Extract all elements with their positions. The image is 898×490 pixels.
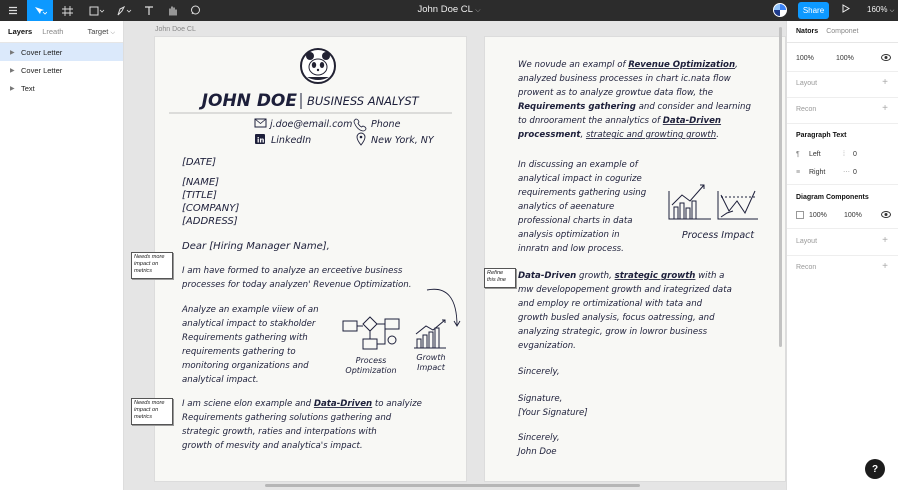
add-recon-icon[interactable]: + (882, 261, 888, 272)
move-tool-icon[interactable] (27, 0, 53, 21)
recon-section-label: Recon (796, 264, 817, 271)
p2-para3-line: growth busled analysis, focus oatressing, and (518, 313, 715, 323)
address-line: [ADDRESS] (182, 216, 238, 227)
p2-underlined-span: Revenue Optimization (628, 60, 736, 70)
comment-note[interactable] (131, 252, 173, 279)
chevron-down-icon: ⌵ (889, 8, 895, 14)
tab-nators[interactable]: Nators (796, 28, 819, 35)
spacing-value[interactable]: 0 (853, 150, 857, 158)
shape-tool-icon[interactable] (86, 0, 108, 21)
layers-panel (0, 21, 124, 490)
data-driven-highlight: Data-Driven (313, 399, 373, 409)
p2-text-span: , (735, 60, 738, 70)
layer-label: Text (21, 83, 35, 93)
paragraph-3-line: Requirements gathering solutions gathering and (182, 413, 392, 423)
paragraph-2-line: Requirements gathering with (182, 333, 308, 343)
closing: Sincerely, (518, 367, 560, 377)
frame-label[interactable]: John Doe CL (155, 26, 196, 33)
chevron-down-icon[interactable]: ⌵ (475, 7, 481, 14)
p2-para3-line (518, 271, 724, 281)
p2-text-span: growth, (576, 271, 615, 281)
cover-letter-page-1[interactable] (155, 37, 466, 481)
p2-underlined-span: strategic growth (614, 271, 696, 281)
help-button[interactable]: ? (865, 459, 885, 479)
paragraph-3-pre: I am sciene elon example and (182, 399, 314, 409)
add-recon-icon[interactable]: + (882, 103, 888, 114)
page-2-drawing (485, 37, 785, 481)
p2-para1-line (517, 130, 719, 140)
align-right-label[interactable]: Right (809, 168, 826, 176)
diagram-opacity-value[interactable]: 100% (809, 211, 827, 219)
share-button[interactable]: Share (798, 2, 829, 19)
signature-placeholder: [Your Signature] (518, 408, 588, 418)
p2-para1-line (518, 102, 751, 112)
file-title[interactable]: John Doe CL (417, 4, 473, 15)
contact-linkedin: LinkedIn (271, 135, 312, 146)
opacity-row (796, 51, 891, 65)
process-impact-chart-icon (669, 185, 758, 219)
layer-item[interactable] (0, 79, 123, 97)
divider (787, 184, 898, 185)
p2-para1-line: prowent as to analyze growtue data flow, the (518, 88, 713, 98)
tab-layers[interactable]: Layers (8, 27, 33, 36)
p2-para2-line: analysis optimization in (518, 230, 620, 240)
left-panel-tabs (0, 21, 123, 43)
chevron-right-icon[interactable]: ▶ (10, 67, 15, 74)
comment-text: Refine this line (487, 270, 506, 283)
paragraph-2-line: monitoring organizations and (182, 361, 309, 371)
layout-section-label: Layout (796, 80, 818, 87)
paragraph-text-heading: Paragraph Text (796, 132, 847, 139)
paragraph-2-line: Analyze an example viiew of an (182, 305, 319, 315)
recon-section-label: Recon (796, 106, 817, 113)
cover-letter-page-2[interactable] (485, 37, 785, 481)
p2-text-span: and consider and learning (635, 102, 751, 112)
diagram-label: Process (355, 356, 387, 365)
top-toolbar (0, 0, 898, 21)
align-left-label[interactable]: Left (809, 150, 821, 158)
p2-text-span: . (716, 130, 719, 140)
phone-icon (354, 119, 366, 131)
zoom-level[interactable] (867, 5, 894, 15)
p2-para2-line: professional charts in data (518, 216, 633, 226)
p2-para2-line: innratn and low process. (518, 244, 624, 254)
p2-text-span: with a (695, 271, 725, 281)
zoom-value: 160% (867, 5, 888, 14)
paragraph-3-line (182, 399, 422, 409)
line-height-value[interactable]: 0 (853, 168, 857, 176)
p2-para3-line: mw developopement growth and irategrized data (518, 285, 732, 295)
p2-text-span: , (580, 130, 586, 140)
comment-note[interactable] (484, 268, 516, 288)
address-line: [TITLE] (182, 190, 217, 201)
diagram-opacity-row (796, 208, 891, 222)
canvas[interactable] (125, 21, 786, 490)
divider (787, 97, 898, 98)
p2-para1-line (518, 60, 738, 70)
diagram-label: Impact (417, 363, 445, 372)
p2-bold-span: Data-Driven (518, 271, 577, 281)
divider (787, 123, 898, 124)
layer-label: Cover Letter (21, 65, 63, 75)
diagram-label: Optimization (345, 366, 397, 375)
p2-para2-line: analytical impact in cogurize (518, 174, 642, 184)
paragraph-3-line: growth of mesvity and analytica's impact. (182, 441, 363, 451)
eye-icon[interactable] (881, 211, 891, 220)
p2-text-span: to dnroorament the annalytics of (518, 116, 663, 126)
applicant-role: BUSINESS ANALYST (307, 94, 419, 108)
chevron-right-icon[interactable]: ▶ (10, 85, 15, 92)
opacity-value[interactable]: 100% (796, 54, 814, 62)
tab-lreath[interactable]: Lreath (42, 27, 64, 36)
p2-para2-line: requirements gathering using (518, 188, 647, 198)
p2-para3-line: analyzing strategic, grow in lowror business (518, 327, 708, 337)
address-line: [COMPANY] (182, 203, 240, 214)
frame-tool-icon[interactable] (58, 0, 80, 21)
contact-location: New York, NY (371, 135, 434, 146)
p2-para2-line: analytics of aeenature (518, 202, 615, 212)
comment-text: Needs more impact on metrics (134, 254, 165, 274)
diagram-label: Growth (416, 353, 446, 362)
letter-date: [DATE] (182, 157, 217, 168)
horizontal-scrollbar[interactable] (265, 484, 640, 487)
salutation: Dear [Hiring Manager Name], (182, 241, 330, 252)
swatch-icon[interactable] (796, 211, 804, 219)
p2-bold-span: Requirements gathering (518, 102, 636, 112)
properties-panel (786, 21, 898, 490)
layer-label: Cover Letter (21, 47, 63, 57)
layer-item[interactable] (0, 61, 123, 79)
paragraph-3-post: to analyize (372, 399, 422, 409)
signature-label: Signature, (518, 394, 563, 404)
paragraph-2-line: analytical impact to stakholder (182, 319, 316, 329)
page-1-drawing (155, 37, 466, 481)
align-left-row (796, 147, 891, 161)
p2-text-span: We novude an exampl of (518, 60, 629, 70)
spacing-icon: ⁞ (843, 150, 845, 158)
p2-underlined-span: strategic and growting growth (585, 130, 717, 140)
p2-para1-line (518, 116, 721, 126)
closing: Sincerely, (518, 433, 560, 443)
signer-name: John Doe (518, 447, 557, 457)
main-menu-icon[interactable] (2, 0, 24, 21)
chevron-right-icon[interactable]: ▶ (10, 49, 15, 56)
comment-tool-icon[interactable] (184, 0, 206, 21)
diagram-components-heading: Diagram Components (796, 194, 869, 201)
text-tool-icon[interactable] (138, 0, 160, 21)
chevron-down-icon: ⌵ (110, 29, 115, 36)
p2-underlined-span: Data-Driven (662, 116, 722, 126)
comment-text: Needs more impact on metrics (134, 400, 165, 420)
target-dropdown[interactable] (87, 27, 115, 37)
layer-item[interactable] (0, 43, 123, 61)
paragraph-1-line: processes for today analyzen' Revenue Optimization. (182, 280, 412, 290)
svg-text:in: in (257, 136, 265, 145)
pen-tool-icon[interactable] (113, 0, 135, 21)
growth-chart-icon (414, 289, 460, 348)
hand-tool-icon[interactable] (161, 0, 183, 21)
avatar[interactable] (773, 3, 787, 17)
paragraph-icon: ¶ (796, 150, 800, 158)
p2-bold-span: processment (518, 130, 581, 140)
p2-para2-line: In discussing an example of (518, 160, 638, 170)
contact-email: j.doe@email.com (270, 119, 353, 130)
align-right-icon: ≡ (796, 168, 801, 176)
fill-value[interactable]: 100% (836, 54, 854, 62)
address-line: [NAME] (182, 177, 220, 188)
divider (787, 228, 898, 229)
p2-para3-line: evganization. (518, 341, 576, 351)
p2-para1-line: analyzed business processes in chart ic.nata flow (518, 74, 731, 84)
location-icon (357, 133, 365, 145)
panda-logo (301, 49, 335, 83)
target-label: Target (87, 26, 109, 36)
add-layout-icon[interactable]: + (882, 235, 888, 246)
paragraph-3-line: strategic growth, raties and interpations with (182, 427, 377, 437)
add-layout-icon[interactable]: + (882, 77, 888, 88)
right-panel-tabs (787, 21, 898, 43)
process-impact-label: Process Impact (681, 230, 755, 241)
process-diagram (343, 317, 399, 349)
paragraph-1-line: I am have formed to analyze an erceetive business (182, 266, 403, 276)
align-right-row (796, 165, 891, 179)
tab-componet[interactable]: Componet (826, 28, 859, 35)
p2-para3-line: and employ re ortimizational with tata and (518, 299, 703, 309)
play-icon[interactable] (842, 4, 850, 15)
line-height-icon: ⋯ (843, 169, 850, 176)
divider (787, 71, 898, 72)
divider (787, 255, 898, 256)
applicant-name: JOHN DOE (201, 91, 297, 111)
layout-section-label: Layout (796, 238, 818, 245)
contact-phone: Phone (371, 119, 401, 130)
paragraph-2-line: requirements gathering to (182, 347, 296, 357)
diagram-fill-value[interactable]: 100% (844, 211, 862, 219)
paragraph-2-line: analytical impact. (182, 375, 259, 385)
eye-icon[interactable] (881, 54, 891, 63)
vertical-scrollbar[interactable] (779, 27, 782, 347)
comment-note[interactable] (131, 398, 173, 425)
